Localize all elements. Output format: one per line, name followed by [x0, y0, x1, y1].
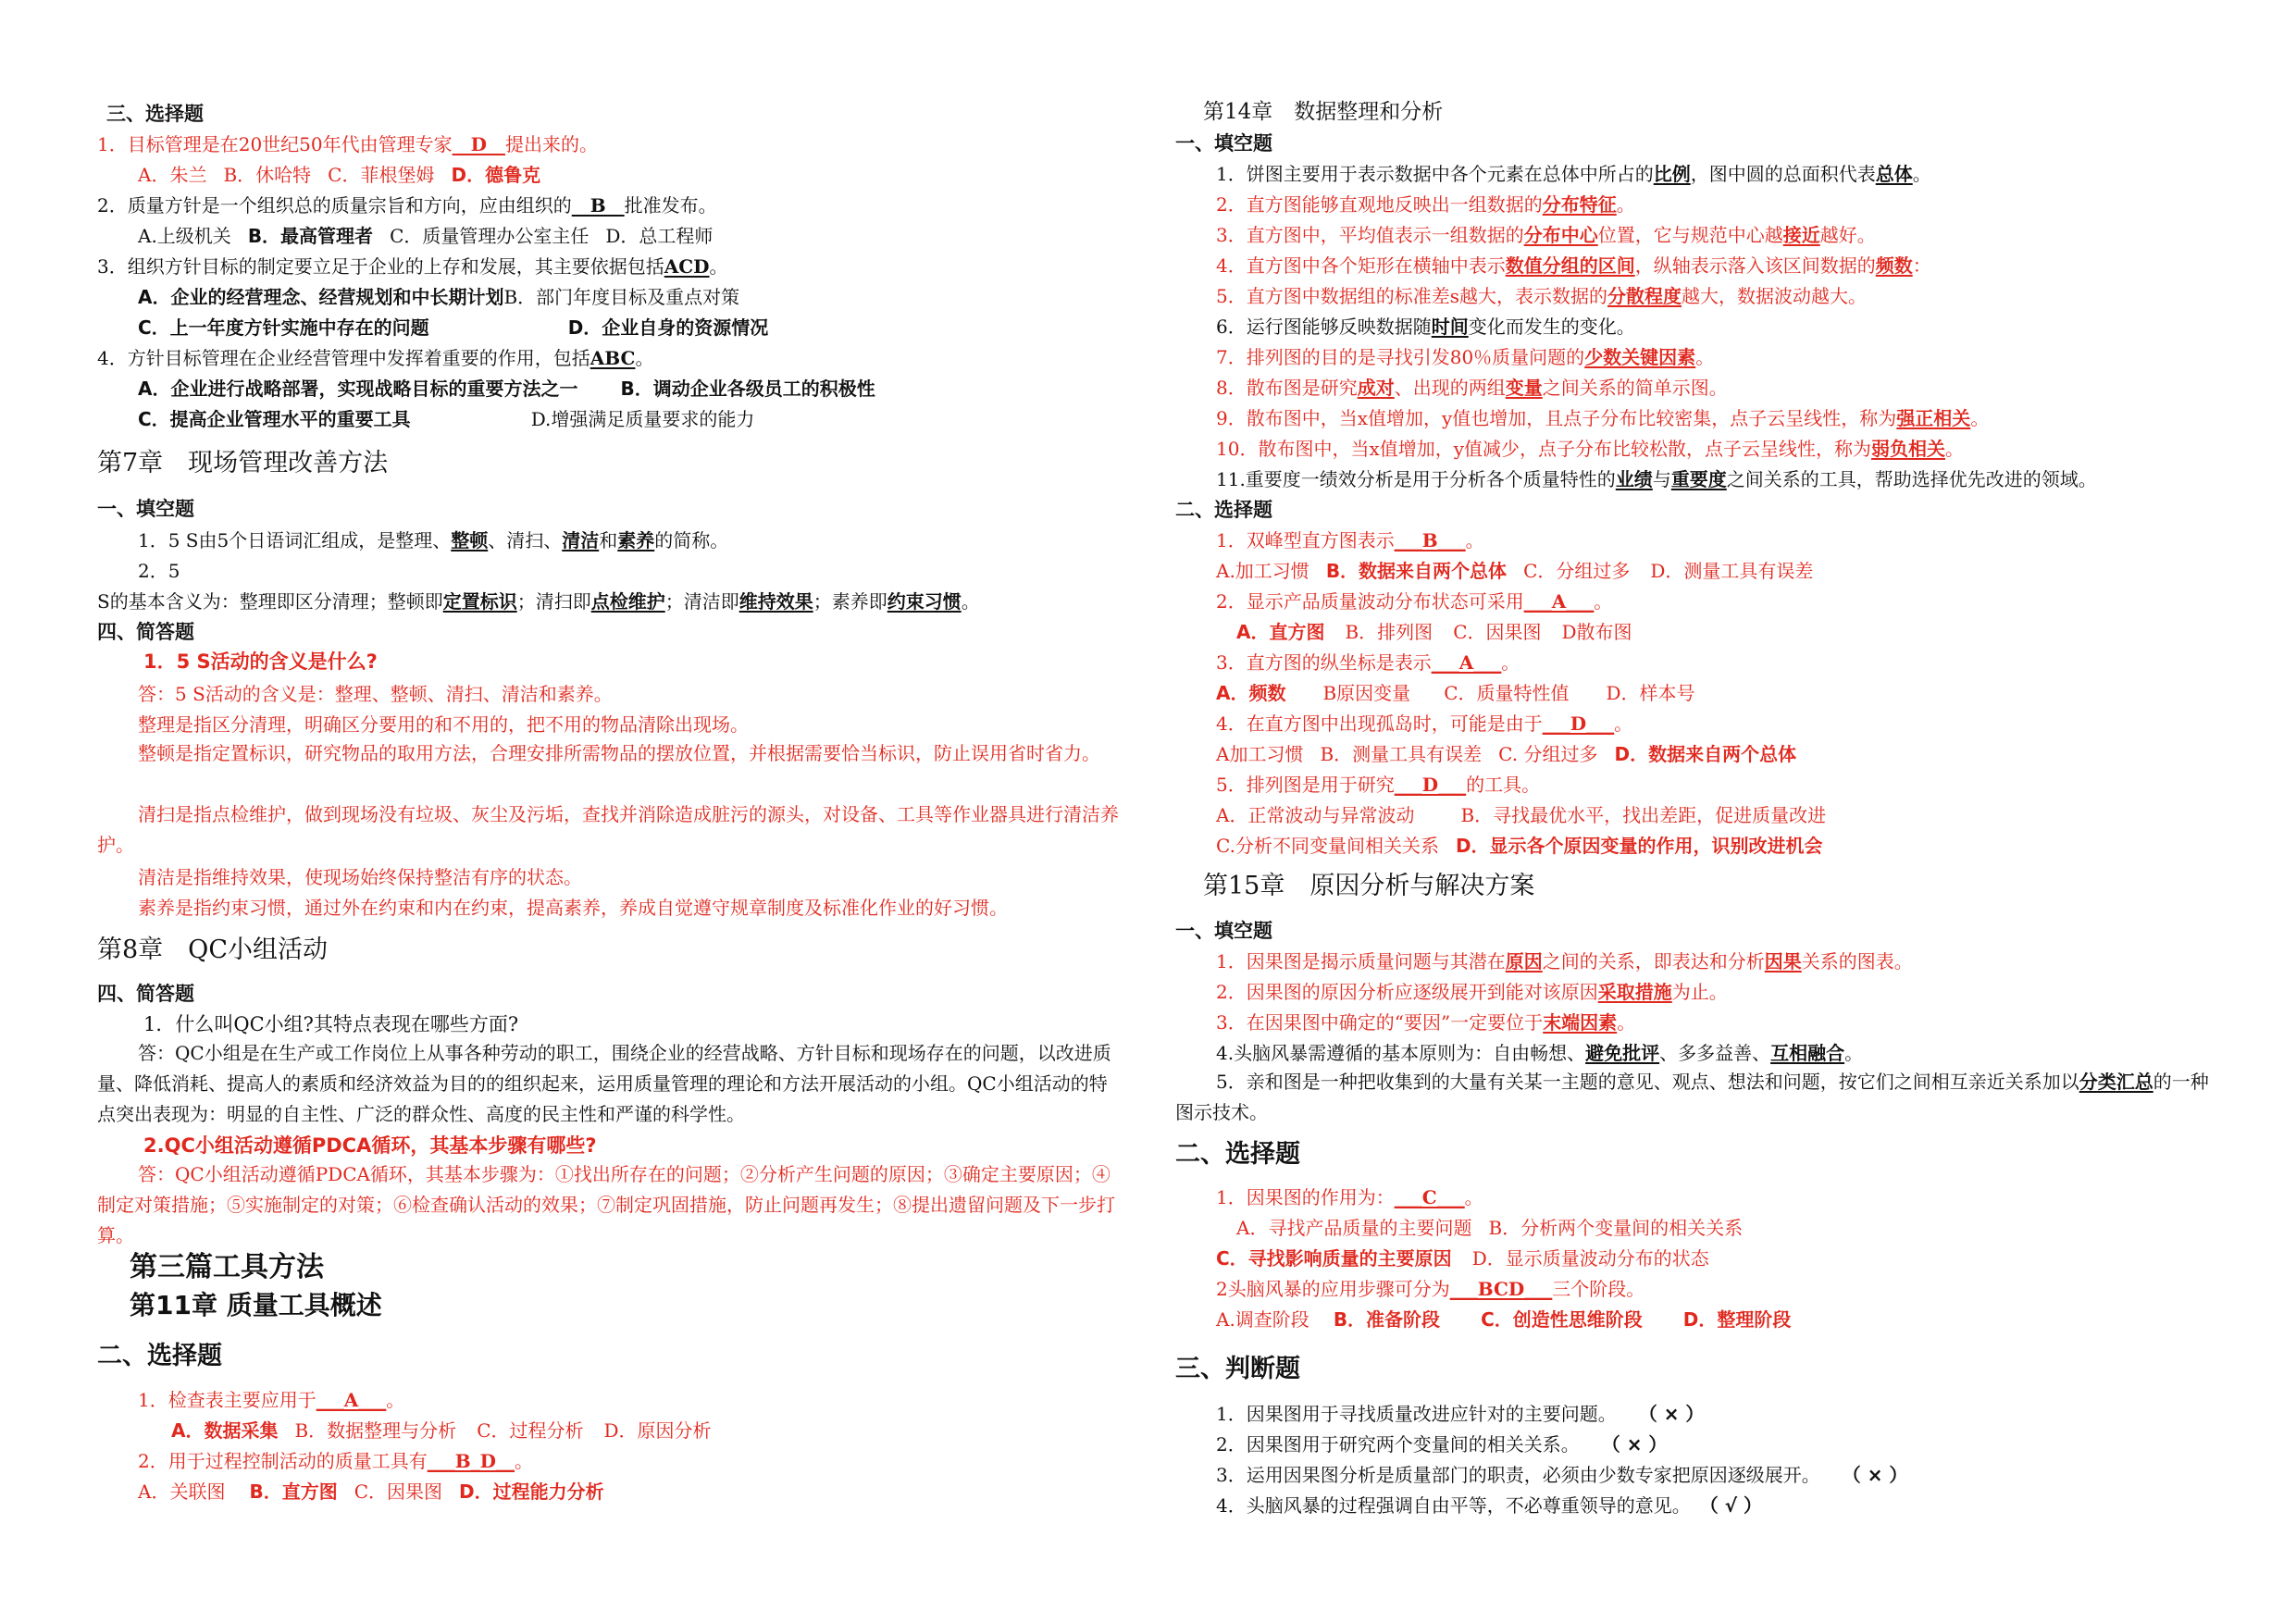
ch14-fill-9: 9．散布图中，当x值增加，y值也增加，且点子分布比较密集，点子云呈线性，称为强正相关。	[1216, 407, 1990, 429]
ch8-answer-1: 答：QC小组是在生产或工作岗位上从事各种劳动的职工，围绕企业的经营战略、方针目标和现场存在的问题，以改进质量、降低消耗、提高人的素质和经济效益为目的的组织起来，运用质量管理的理论和方法开展活动的小组。QC小组活动的特点突出表现为：明显的自主性、广泛的群众性、高度的民主性和严谨的科学性。	[97, 1042, 1111, 1125]
ch15-fill-heading: 一、填空题	[1175, 920, 1272, 942]
ch14-fill-10: 10．散布图中，当x值增加，y值减少，点子分布比较松散，点子云呈线性，称为弱负相关。	[1216, 438, 1965, 460]
ch15-select-1: 1．因果图的作用为：___C___。	[1216, 1186, 1483, 1208]
ch14-fill-3: 3．直方图中，平均值表示一组数据的分布中心位置，它与规范中心越接近越好。	[1216, 224, 1876, 246]
ch14-fill-6: 6．运行图能够反映数据随时间变化而发生的变化。	[1216, 316, 1635, 338]
question-4-options-row1: A．企业进行战略部署，实现战略目标的重要方法之一 B．调动企业各级员工的积极性	[138, 378, 875, 400]
ch14-select-3-options: A．频数 B原因变量 C．质量特性值 D．样本号	[1216, 682, 1695, 704]
question-3-options-row2: C．上一年度方针实施中存在的问题 D．企业自身的资源情况	[138, 316, 769, 339]
question-4-options-row2: C．提高企业管理水平的重要工具 D.增强满足质量要求的能力	[138, 408, 755, 430]
short-answer-heading: 四、简答题	[97, 621, 194, 643]
ch14-select-heading: 二、选择题	[1175, 499, 1272, 521]
ch15-select-1-options-row2: C．寻找影响质量的主要原因 D．显示质量波动分布的状态	[1216, 1247, 1709, 1270]
question-4: 4．方针目标管理在企业经营管理中发挥着重要的作用，包括ABC。	[97, 347, 654, 369]
question-3: 3．组织方针目标的制定要立足于企业的上存和发展，其主要依据包括ACD。	[97, 255, 728, 278]
judge-4: 4．头脑风暴的过程强调自由平等，不必尊重领导的意见。 （ √ ）	[1216, 1494, 1762, 1517]
ch15-select-heading: 二、选择题	[1175, 1140, 1300, 1169]
chapter-15-title: 第15章 原因分析与解决方案	[1203, 872, 1535, 900]
ch11-question-1-options: A．数据采集 B．数据整理与分析 C．过程分析 D．原因分析	[171, 1419, 712, 1442]
judge-3: 3．运用因果图分析是质量部门的职责，必须由少数专家把原因逐级展开。 （ × ）	[1216, 1464, 1908, 1486]
question-1: 1．目标管理是在20世纪50年代由管理专家 D 提出来的。	[97, 133, 598, 155]
chapter-11-title: 第11章 质量工具概述	[130, 1290, 382, 1320]
ch14-fill-8: 8．散布图是研究成对、出现的两组变量之间关系的简单示图。	[1216, 377, 1728, 399]
ch7-question: 1．5 S活动的含义是什么?	[143, 650, 378, 673]
ch14-select-5-options-row2: C.分析不同变量间相关关系 D．显示各个原因变量的作用，识别改进机会	[1216, 835, 1823, 857]
ch14-fill-1: 1．饼图主要用于表示数据中各个元素在总体中所占的比例，图中圆的总面积代表总体。	[1216, 163, 1931, 185]
ch14-fill-7: 7．排列图的目的是寻找引发80％质量问题的少数关键因素。	[1216, 346, 1715, 368]
ch14-select-4-options: A加工习惯 B．测量工具有误差 C. 分组过多 D．数据来自两个总体	[1216, 743, 1797, 765]
ch8-question-1: 1．什么叫QC小组?其特点表现在哪些方面?	[143, 1013, 519, 1035]
judge-2: 2．因果图用于研究两个变量间的相关关系。 （ × ）	[1216, 1433, 1668, 1456]
ch14-select-3: 3．直方图的纵坐标是表示___A___。	[1216, 651, 1520, 674]
ch7-fill-3: S的基本含义为：整理即区分清理；整顿即定置标识；清扫即点检维护；清洁即维持效果；素养即约束习惯。	[97, 590, 980, 613]
ch7-answer-3: 整顿是指定置标识，研究物品的取用方法，合理安排所需物品的摆放位置，并根据需要恰当标识，防止误用省时省力。	[138, 742, 1100, 764]
ch7-fill-1: 1．5 S由5个日语词汇组成，是整理、整顿、清扫、清洁和素养的简称。	[138, 529, 729, 551]
chapter-8-title: 第8章 QC小组活动	[97, 935, 328, 964]
ch15-fill-5: 5．亲和图是一种把收集到的大量有关某一主题的意见、观点、想法和问题，按它们之间相互亲近关系加以分类汇总的一种图示技术。	[1175, 1071, 2209, 1123]
ch14-select-4: 4．在直方图中出现孤岛时，可能是由于___D___。	[1216, 712, 1633, 735]
question-3-options-row1: A．企业的经营理念、经营规划和中长期计划B．部门年度目标及重点对策	[138, 286, 740, 308]
ch15-fill-3: 3．在因果图中确定的“要因”一定要位于末端因素。	[1216, 1011, 1636, 1034]
ch14-select-5-options-row1: A．正常波动与异常波动 B．寻找最优水平，找出差距，促进质量改进	[1216, 804, 1827, 826]
ch14-fill-5: 5．直方图中数据组的标准差s越大，表示数据的分散程度越大，数据波动越大。	[1216, 285, 1867, 307]
chapter-14-title: 第14章 数据整理和分析	[1203, 100, 1444, 124]
ch11-select-heading: 二、选择题	[97, 1342, 222, 1370]
ch14-fill-11: 11.重要度一绩效分析是用于分析各个质量特性的业绩与重要度之间关系的工具，帮助选择优先改进的领域。	[1216, 468, 2097, 490]
question-1-options: A．朱兰 B．休哈特 C．菲根堡姆 D．德鲁克	[138, 164, 541, 186]
ch7-answer-4: 清扫是指点检维护，做到现场没有垃圾、灰尘及污垢，查找并消除造成脏污的源头，对设备、工具等作业器具进行清洁养护。	[97, 803, 1119, 856]
ch14-select-2-options: A．直方图 B．排列图 C．因果图 D散布图	[1236, 621, 1632, 643]
ch15-select-2: 2头脑风暴的应用步骤可分为___BCD___三个阶段。	[1216, 1278, 1645, 1300]
ch11-question-1: 1．检查表主要应用于___A___。	[138, 1389, 405, 1411]
ch14-select-1-options: A.加工习惯 B．数据来自两个总体 C．分组过多 D．测量工具有误差	[1216, 560, 1814, 582]
ch7-answer-2: 整理是指区分清理，明确区分要用的和不用的，把不用的物品清除出现场。	[138, 713, 749, 736]
ch14-fill-4: 4．直方图中各个矩形在横轴中表示数值分组的区间，纵轴表示落入该区间数据的频数：	[1216, 254, 1931, 277]
ch14-select-5: 5．排列图是用于研究___D___的工具。	[1216, 774, 1541, 796]
ch7-fill-2: 2．5	[138, 560, 180, 582]
ch15-select-1-options-row1: A．寻找产品质量的主要问题 B．分析两个变量间的相关关系	[1236, 1217, 1744, 1239]
ch15-fill-2: 2．因果图的原因分析应逐级展开到能对该原因采取措施为止。	[1216, 981, 1728, 1003]
ch14-select-1: 1．双峰型直方图表示___B___。	[1216, 529, 1484, 551]
ch7-answer-1: 答：5 S活动的含义是：整理、整顿、清扫、清洁和素养。	[138, 683, 613, 705]
section-heading: 三、选择题	[106, 103, 204, 125]
fill-blank-heading: 一、填空题	[1175, 132, 1272, 155]
ch14-select-2: 2．显示产品质量波动分布状态可采用___A___。	[1216, 590, 1613, 613]
ch8-question-2: 2.QC小组活动遵循PDCA循环，其基本步骤有哪些?	[143, 1134, 597, 1157]
ch11-question-2-options: A．关联图 B．直方图 C．因果图 D．过程能力分析	[138, 1481, 604, 1503]
ch14-fill-2: 2．直方图能够直观地反映出一组数据的分布特征。	[1216, 193, 1635, 216]
ch15-select-2-options: A.调查阶段 B．准备阶段 C．创造性思维阶段 D．整理阶段	[1216, 1308, 1792, 1331]
question-2-options: A.上级机关 B．最高管理者 C．质量管理办公室主任 D．总工程师	[138, 225, 714, 247]
ch11-question-2: 2．用于过程控制活动的质量工具有___B_D__。	[138, 1450, 533, 1472]
question-2: 2．质量方针是一个组织总的质量宗旨和方向，应由组织的 B 批准发布。	[97, 194, 717, 217]
fill-blank-heading: 一、填空题	[97, 498, 194, 520]
ch15-fill-1: 1．因果图是揭示质量问题与其潜在原因之间的关系，即表达和分析因果关系的图表。	[1216, 950, 1913, 973]
short-answer-heading-2: 四、简答题	[97, 983, 194, 1005]
ch8-answer-2: 答：QC小组活动遵循PDCA循环，其基本步骤为：①找出所存在的问题；②分析产生问题的原因；③确定主要原因；④制定对策措施；⑤实施制定的对策；⑥检查确认活动的效果；⑦制定巩固措施，防止问题再发生；⑧提出遗留问题及下一步打算。	[97, 1163, 1115, 1246]
ch15-fill-4: 4.头脑风暴需遵循的基本原则为：自由畅想、避免批评、多多益善、互相融合。	[1216, 1042, 1864, 1064]
ch7-answer-6: 素养是指约束习惯，通过外在约束和内在约束，提高素养，养成自觉遵守规章制度及标准化作业的好习惯。	[138, 897, 1008, 919]
judge-1: 1．因果图用于寻找质量改进应针对的主要问题。 （ × ）	[1216, 1403, 1705, 1425]
judge-heading: 三、判断题	[1175, 1355, 1300, 1383]
ch7-answer-5: 清洁是指维持效果，使现场始终保持整洁有序的状态。	[138, 866, 582, 888]
part-3-title: 第三篇工具方法	[130, 1251, 324, 1283]
chapter-7-title: 第7章 现场管理改善方法	[97, 449, 389, 477]
